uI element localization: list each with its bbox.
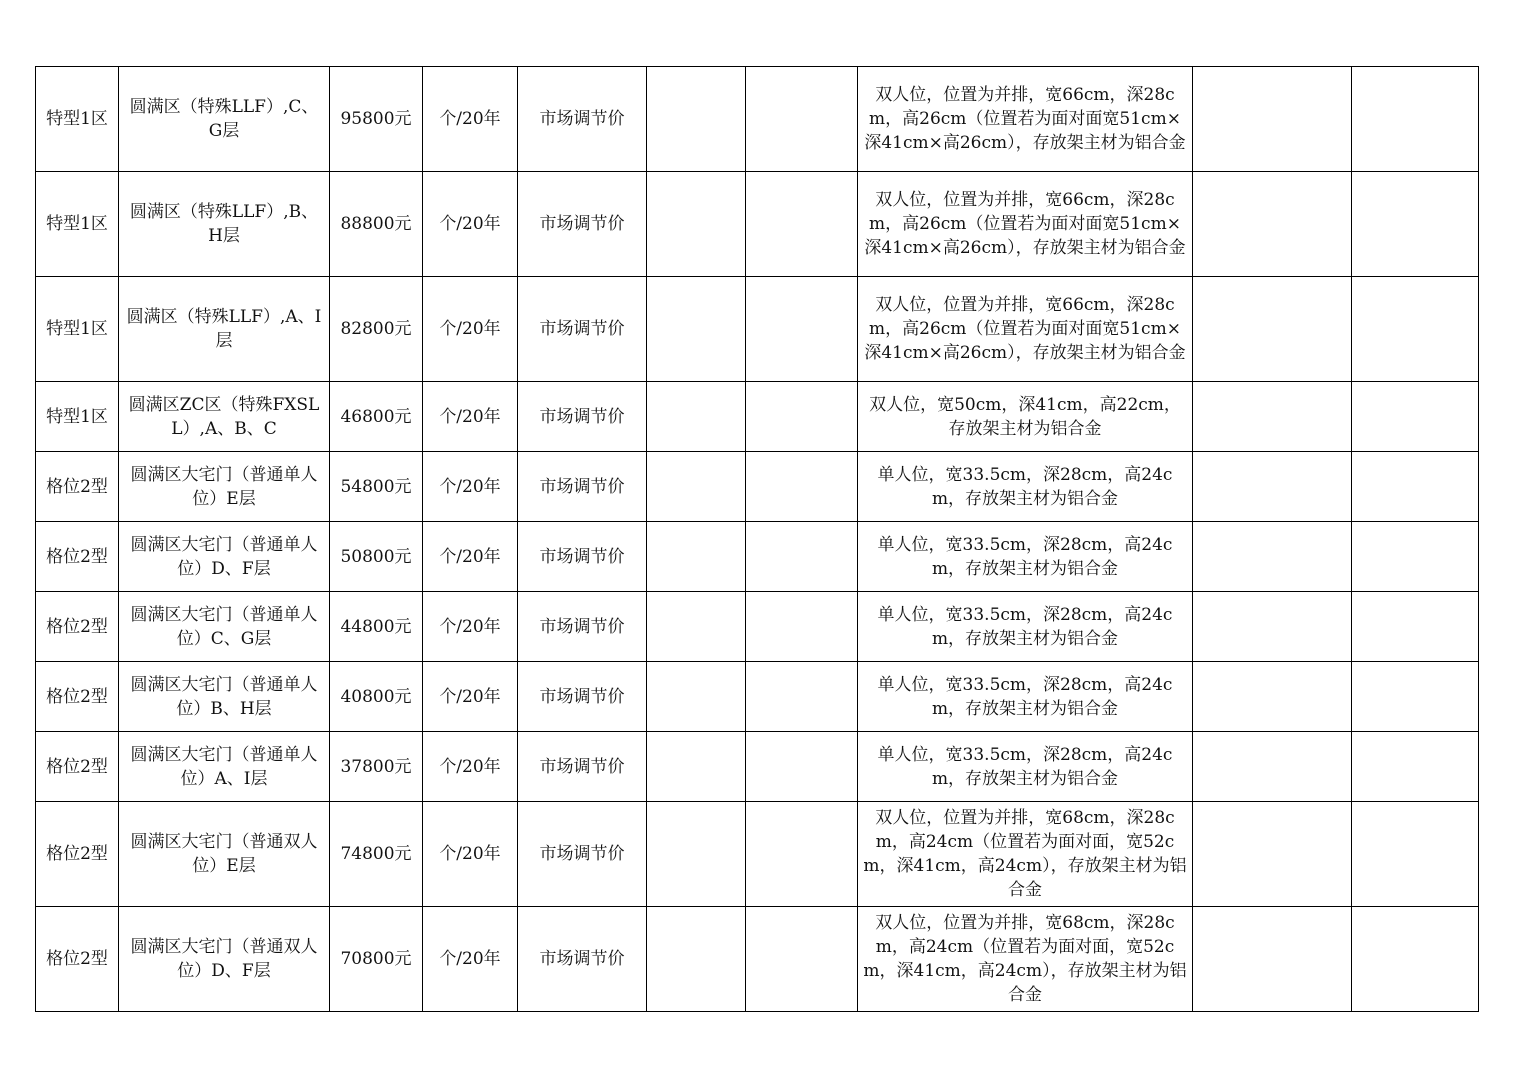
pricing-method-cell: 市场调节价 xyxy=(518,802,647,907)
empty-cell xyxy=(1193,172,1352,277)
type-cell: 格位2型 xyxy=(36,802,119,907)
empty-cell xyxy=(746,67,858,172)
pricing-method-cell: 市场调节价 xyxy=(518,382,647,452)
table-row xyxy=(36,277,1479,382)
unit-cell: 个/20年 xyxy=(423,662,518,732)
pricing-method-cell: 市场调节价 xyxy=(518,592,647,662)
empty-cell xyxy=(1352,802,1479,907)
empty-cell xyxy=(647,67,746,172)
empty-cell xyxy=(647,522,746,592)
name-cell: 圆满区大宅门（普通单人位）B、H层 xyxy=(119,662,330,732)
empty-cell xyxy=(1193,592,1352,662)
empty-cell xyxy=(1352,522,1479,592)
description-cell: 双人位，位置为并排，宽66cm，深28cm，高26cm（位置若为面对面宽51cm×深41cm×高26cm），存放架主材为铝合金 xyxy=(858,277,1193,382)
unit-cell: 个/20年 xyxy=(423,732,518,802)
unit-cell: 个/20年 xyxy=(423,522,518,592)
type-cell: 格位2型 xyxy=(36,522,119,592)
price-cell: 44800元 xyxy=(330,592,423,662)
type-cell: 格位2型 xyxy=(36,907,119,1012)
unit-cell: 个/20年 xyxy=(423,172,518,277)
empty-cell xyxy=(1193,277,1352,382)
empty-cell xyxy=(746,662,858,732)
empty-cell xyxy=(1193,662,1352,732)
empty-cell xyxy=(1352,67,1479,172)
table-row xyxy=(36,732,1479,802)
description-cell: 双人位，位置为并排，宽66cm，深28cm，高26cm（位置若为面对面宽51cm×深41cm×高26cm），存放架主材为铝合金 xyxy=(858,67,1193,172)
empty-cell xyxy=(1193,907,1352,1012)
table-row xyxy=(36,452,1479,522)
description-cell: 单人位，宽33.5cm，深28cm，高24cm，存放架主材为铝合金 xyxy=(858,732,1193,802)
pricing-method-cell: 市场调节价 xyxy=(518,452,647,522)
empty-cell xyxy=(1193,802,1352,907)
name-cell: 圆满区大宅门（普通双人位）E层 xyxy=(119,802,330,907)
description-cell: 双人位，位置为并排，宽66cm，深28cm，高26cm（位置若为面对面宽51cm×深41cm×高26cm），存放架主材为铝合金 xyxy=(858,172,1193,277)
type-cell: 格位2型 xyxy=(36,592,119,662)
pricing-method-cell: 市场调节价 xyxy=(518,67,647,172)
empty-cell xyxy=(647,802,746,907)
empty-cell xyxy=(746,907,858,1012)
empty-cell xyxy=(746,522,858,592)
price-cell: 88800元 xyxy=(330,172,423,277)
description-cell: 双人位，位置为并排，宽68cm，深28cm，高24cm（位置若为面对面，宽52cm，深41cm，高24cm），存放架主材为铝合金 xyxy=(858,802,1193,907)
empty-cell xyxy=(647,277,746,382)
table-row xyxy=(36,662,1479,732)
empty-cell xyxy=(746,802,858,907)
unit-cell: 个/20年 xyxy=(423,907,518,1012)
name-cell: 圆满区大宅门（普通双人位）D、F层 xyxy=(119,907,330,1012)
table-row xyxy=(36,522,1479,592)
price-cell: 50800元 xyxy=(330,522,423,592)
price-cell: 54800元 xyxy=(330,452,423,522)
unit-cell: 个/20年 xyxy=(423,452,518,522)
type-cell: 特型1区 xyxy=(36,172,119,277)
table-row xyxy=(36,802,1479,907)
type-cell: 格位2型 xyxy=(36,452,119,522)
empty-cell xyxy=(746,452,858,522)
type-cell: 格位2型 xyxy=(36,662,119,732)
empty-cell xyxy=(1352,732,1479,802)
empty-cell xyxy=(1352,592,1479,662)
name-cell: 圆满区ZC区（特殊FXSLL）,A、B、C xyxy=(119,382,330,452)
name-cell: 圆满区大宅门（普通单人位）A、I层 xyxy=(119,732,330,802)
empty-cell xyxy=(647,172,746,277)
name-cell: 圆满区大宅门（普通单人位）C、G层 xyxy=(119,592,330,662)
pricing-method-cell: 市场调节价 xyxy=(518,662,647,732)
description-cell: 双人位，宽50cm，深41cm，高22cm，存放架主材为铝合金 xyxy=(858,382,1193,452)
price-cell: 74800元 xyxy=(330,802,423,907)
price-cell: 46800元 xyxy=(330,382,423,452)
table-row xyxy=(36,67,1479,172)
type-cell: 特型1区 xyxy=(36,382,119,452)
price-cell: 37800元 xyxy=(330,732,423,802)
name-cell: 圆满区大宅门（普通单人位）D、F层 xyxy=(119,522,330,592)
empty-cell xyxy=(746,277,858,382)
pricing-method-cell: 市场调节价 xyxy=(518,732,647,802)
name-cell: 圆满区（特殊LLF）,B、H层 xyxy=(119,172,330,277)
empty-cell xyxy=(647,907,746,1012)
type-cell: 特型1区 xyxy=(36,67,119,172)
empty-cell xyxy=(647,382,746,452)
empty-cell xyxy=(647,732,746,802)
type-cell: 格位2型 xyxy=(36,732,119,802)
empty-cell xyxy=(746,382,858,452)
unit-cell: 个/20年 xyxy=(423,802,518,907)
empty-cell xyxy=(647,592,746,662)
price-table xyxy=(35,66,1479,1012)
pricing-method-cell: 市场调节价 xyxy=(518,907,647,1012)
pricing-method-cell: 市场调节价 xyxy=(518,522,647,592)
description-cell: 单人位，宽33.5cm，深28cm，高24cm，存放架主材为铝合金 xyxy=(858,592,1193,662)
type-cell: 特型1区 xyxy=(36,277,119,382)
empty-cell xyxy=(1193,732,1352,802)
empty-cell xyxy=(1352,907,1479,1012)
empty-cell xyxy=(1193,452,1352,522)
description-cell: 单人位，宽33.5cm，深28cm，高24cm，存放架主材为铝合金 xyxy=(858,522,1193,592)
table-row xyxy=(36,592,1479,662)
empty-cell xyxy=(1352,277,1479,382)
name-cell: 圆满区大宅门（普通单人位）E层 xyxy=(119,452,330,522)
name-cell: 圆满区（特殊LLF）,C、G层 xyxy=(119,67,330,172)
empty-cell xyxy=(746,732,858,802)
unit-cell: 个/20年 xyxy=(423,67,518,172)
table-row xyxy=(36,172,1479,277)
empty-cell xyxy=(746,172,858,277)
description-cell: 双人位，位置为并排，宽68cm，深28cm，高24cm（位置若为面对面，宽52cm，深41cm，高24cm），存放架主材为铝合金 xyxy=(858,907,1193,1012)
pricing-method-cell: 市场调节价 xyxy=(518,172,647,277)
empty-cell xyxy=(1193,522,1352,592)
empty-cell xyxy=(1193,67,1352,172)
empty-cell xyxy=(647,662,746,732)
price-cell: 95800元 xyxy=(330,67,423,172)
description-cell: 单人位，宽33.5cm，深28cm，高24cm，存放架主材为铝合金 xyxy=(858,662,1193,732)
empty-cell xyxy=(647,452,746,522)
empty-cell xyxy=(1352,172,1479,277)
price-cell: 82800元 xyxy=(330,277,423,382)
name-cell: 圆满区（特殊LLF）,A、I层 xyxy=(119,277,330,382)
pricing-method-cell: 市场调节价 xyxy=(518,277,647,382)
table-row xyxy=(36,907,1479,1012)
unit-cell: 个/20年 xyxy=(423,277,518,382)
empty-cell xyxy=(746,592,858,662)
empty-cell xyxy=(1352,452,1479,522)
unit-cell: 个/20年 xyxy=(423,382,518,452)
price-cell: 70800元 xyxy=(330,907,423,1012)
unit-cell: 个/20年 xyxy=(423,592,518,662)
empty-cell xyxy=(1352,382,1479,452)
price-cell: 40800元 xyxy=(330,662,423,732)
description-cell: 单人位，宽33.5cm，深28cm，高24cm，存放架主材为铝合金 xyxy=(858,452,1193,522)
empty-cell xyxy=(1352,662,1479,732)
table-row xyxy=(36,382,1479,452)
empty-cell xyxy=(1193,382,1352,452)
